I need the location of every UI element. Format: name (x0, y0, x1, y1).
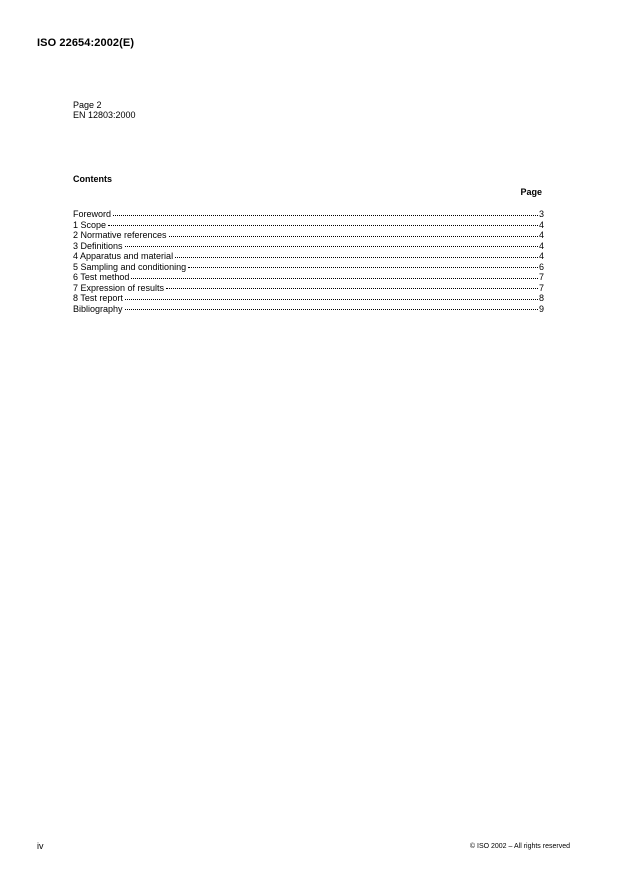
toc-entry-title: 1 Scope (73, 219, 107, 230)
toc-entry-page: 4 (538, 219, 544, 230)
toc-entry-page: 4 (538, 230, 544, 240)
toc-entry-title: 2 Normative references (73, 230, 167, 240)
footer-copyright: © ISO 2002 – All rights reserved (469, 843, 570, 850)
toc-entry-page: 4 (538, 240, 544, 251)
contents-heading: Contents (73, 174, 112, 184)
toc-entry-page: 6 (538, 261, 544, 272)
toc-entry-title: Bibliography (73, 303, 123, 314)
toc-entry-apparatus-and-material[interactable] (73, 251, 544, 262)
toc-entry-foreword[interactable] (73, 209, 544, 220)
toc-entry-page: 3 (538, 209, 544, 219)
toc-entry-title: 5 Sampling and conditioning (73, 261, 187, 272)
toc-dot-leader (125, 246, 538, 247)
toc-entry-bibliography[interactable] (73, 304, 544, 315)
toc-dot-leader (188, 267, 538, 268)
toc-entry-expression-of-results[interactable] (73, 283, 544, 294)
toc-entry-scope[interactable] (73, 220, 544, 231)
toc-dot-leader (113, 215, 538, 216)
toc-dot-leader (169, 236, 538, 237)
toc-entry-title: 8 Test report (73, 293, 123, 303)
toc-entry-definitions[interactable] (73, 241, 544, 252)
page-reference-line-1: Page 2 (73, 100, 102, 110)
toc-entry-test-report[interactable] (73, 293, 544, 304)
toc-dot-leader (166, 288, 538, 289)
toc-entry-title: 3 Definitions (73, 240, 123, 251)
toc-entry-title: 7 Expression of results (73, 282, 165, 293)
toc-entry-page: 7 (538, 272, 544, 282)
table-of-contents (73, 209, 544, 314)
toc-dot-leader (108, 225, 538, 226)
toc-entry-title: 6 Test method (73, 272, 130, 282)
page-column-heading: Page (520, 187, 542, 197)
toc-entry-sampling-and-conditioning[interactable] (73, 262, 544, 273)
toc-dot-leader (125, 309, 538, 310)
toc-dot-leader (125, 299, 538, 300)
page-reference-line-2: EN 12803:2000 (73, 110, 136, 120)
toc-entry-normative-references[interactable] (73, 230, 544, 241)
toc-entry-title: Foreword (73, 209, 112, 219)
toc-dot-leader (131, 278, 538, 279)
toc-entry-page: 4 (538, 251, 544, 261)
document-header-title: ISO 22654:2002(E) (37, 37, 135, 49)
toc-dot-leader (175, 257, 538, 258)
toc-entry-title: 4 Apparatus and material (73, 251, 174, 261)
footer-page-number: iv (37, 841, 44, 851)
toc-entry-page: 9 (538, 303, 544, 314)
page-reference (73, 100, 136, 120)
toc-entry-test-method[interactable] (73, 272, 544, 283)
toc-entry-page: 7 (538, 282, 544, 293)
toc-entry-page: 8 (538, 293, 544, 303)
